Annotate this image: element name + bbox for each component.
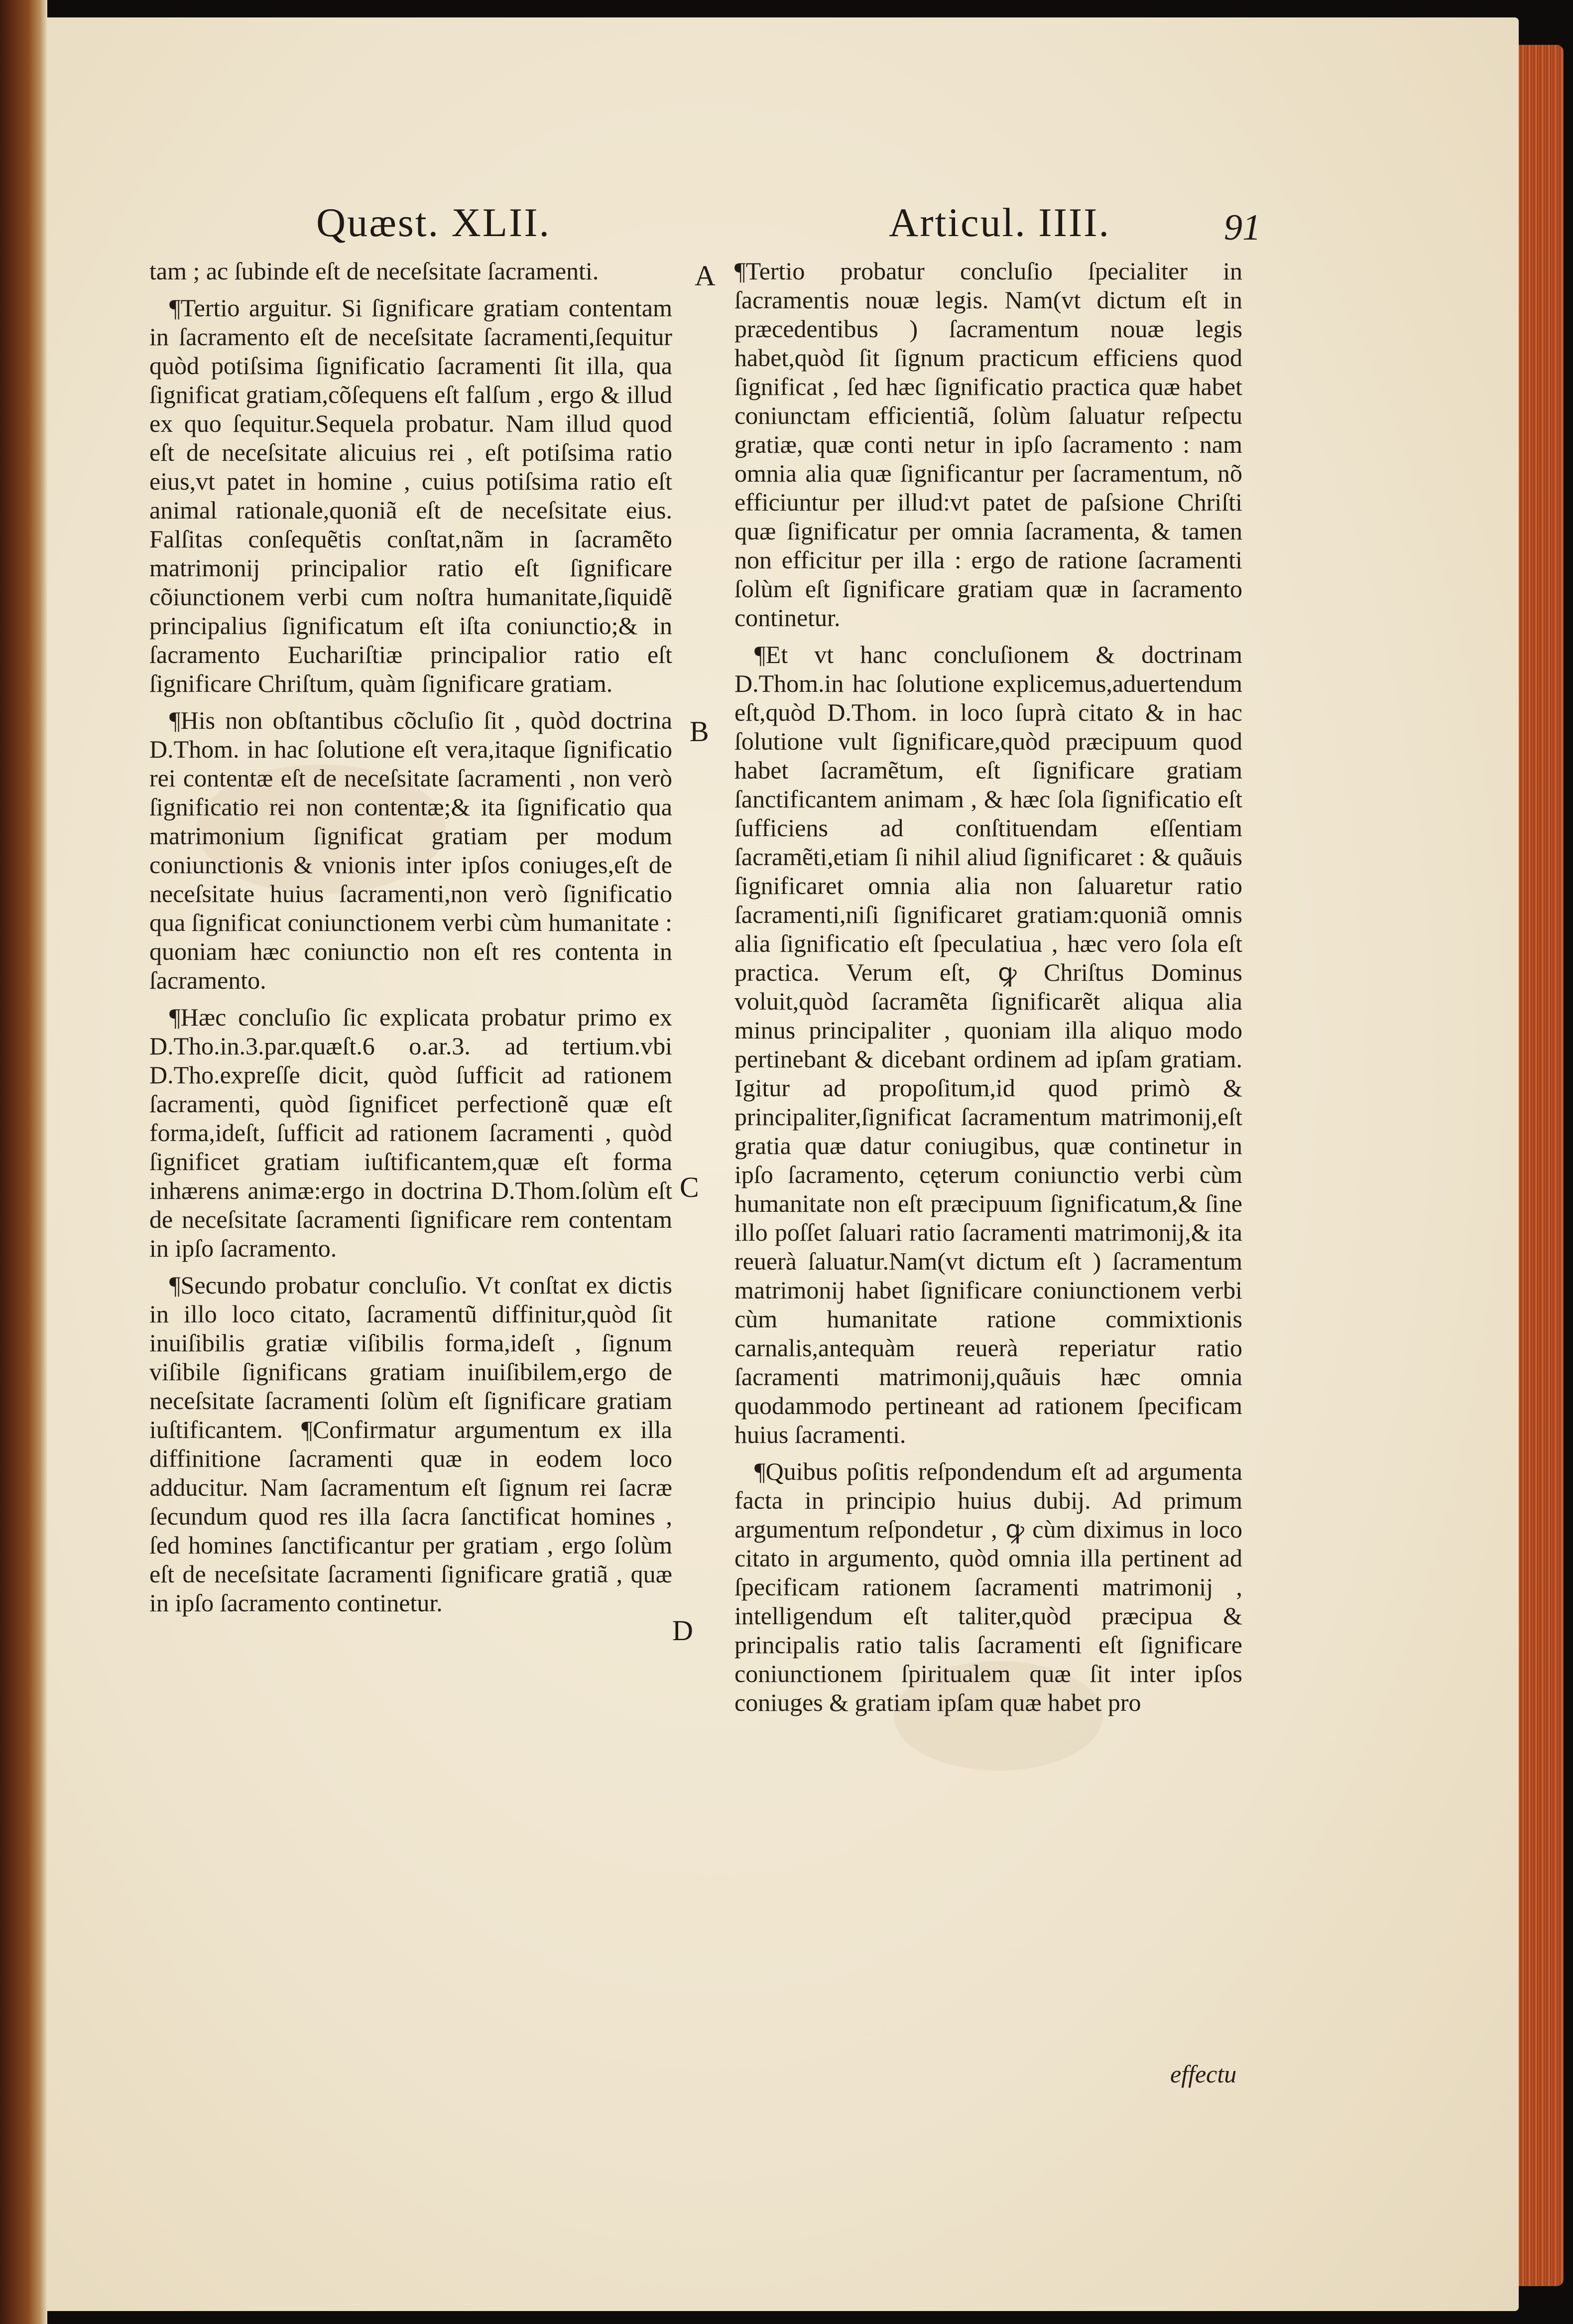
left-text-column: [149, 257, 672, 1625]
paragraph: ¶Hæc concluſio ſic explicata probatur primo ex D.Tho.in.3.par.quæſt.6 o.ar.3. ad tertium.vbi D.Tho.expreſſe dicit, quòd ſufficit ad rationem ſacramenti, quòd ſignificet perfectionẽ quæ eſt forma,ideſt, ſufficit ad rationem ſacramenti , quòd ſignificet gratiam iuſtificantem,quæ eſt forma inhærens animæ:ergo in doctrina D.Thom.ſolùm eſt de neceſsitate ſacramenti ſignificare rem contentam in ipſo ſacramento.: [149, 1003, 672, 1262]
paragraph: tam ; ac ſubinde eſt de neceſsitate ſacramenti.: [149, 257, 599, 285]
right-text-column: [734, 257, 1242, 1725]
running-head-question: Quæst. XLII.: [316, 200, 551, 245]
page-edges: [1519, 45, 1564, 2286]
running-head-article: Articul. IIII.: [889, 200, 1110, 245]
paragraph: ¶His non obſtantibus cõcluſio ſit , quòd doctrina D.Thom. in hac ſolutione eſt vera,itaque ſignificatio rei contentæ eſt de neceſsitate ſacramenti , non verò ſignificatio rei non contentæ;& ita ſignificatio qua matrimonium ſignificat gratiam per modum coniunctionis & vnionis inter ipſos coniuges,eſt de neceſsitate huius ſacramenti,non verò ſignificatio qua ſignificat coniunctionem verbi cùm humanitate : quoniam hæc coniunctio non eſt res contenta in ſacramento.: [149, 706, 672, 994]
paragraph: ¶Quibus poſitis reſpondendum eſt ad argumenta facta in principio huius dubij. Ad primum argumentum reſpondetur , ꝙ cùm diximus in loco citato in argumento, quòd omnia illa pertinent ad ſpecificam rationem ſacramenti matrimonij , intelligendum eſt taliter,quòd præcipua & principalis ratio talis ſacramenti eſt ſignificare coniunctionem ſpiritualem quæ ſit inter ipſos coniuges & gratiam ipſam quæ habet pro: [734, 1457, 1242, 1716]
paragraph: ¶Tertio arguitur. Si ſignificare gratiam contentam in ſacramento eſt de neceſsitate ſacramenti,ſequitur quòd potiſsima ſignificatio ſacramenti ſit illa, qua ſignificat gratiam,cõſequens eſt falſum , ergo & illud ex quo ſequitur.Sequela probatur. Nam illud quod eſt de neceſsitate alicuius rei , eſt potiſsima ratio eius,vt patet in homine , cuius potiſsima ratio eſt animal rationale,quoniã eſt de neceſsitate eius. Falſitas conſequẽtis conſtat,nãm in ſacramẽto matrimonij principalior ratio eſt ſignificare cõiunctionem verbi cum noſtra humanitate,ſiquidẽ principalius ſignificatum eſt iſta coniunctio;& in ſacramento Euchariſtiæ principalior ratio eſt ſignificare Chriſtum, quàm ſignificare gratiam.: [149, 294, 672, 697]
catchword: effectu: [1170, 2060, 1237, 2088]
paragraph: ¶Et vt hanc concluſionem & doctrinam D.Thom.in hac ſolutione explicemus,aduertendum eſt,quòd D.Thom. in loco ſuprà citato & in hac ſolutione vult ſignificare,quòd præcipuum quod habet ſacramẽtum, eſt ſignificare gratiam ſanctificantem animam , & hæc ſola ſignificatio eſt ſufficiens ad conſtituendam eſſentiam ſacramẽti,etiam ſi nihil aliud ſignificaret : & quãuis ſignificaret omnia alia non ſaluaretur ratio ſacramenti,niſi ſignificaret gratiam:quoniã omnis alia ſignificatio eſt ſpeculatiua , hæc vero ſola eſt practica. Verum eſt, ꝙ Chriſtus Dominus voluit,quòd ſacramẽta ſignificarẽt aliqua alia minus principaliter , quoniam illa aliquo modo pertinebant & dicebant ordinem ad ipſam gratiam. Igitur ad propoſitum,id quod primò & principaliter,ſignificat ſacramentum matrimonij,eſt gratia quæ datur coniugibus, quæ continetur in ipſo ſacramento, cęterum coniunctio verbi cùm humanitate non eſt præcipuum ſignificatum,& ſine illo poſſet ſaluari ratio ſacramenti matrimonij,& ita reuerà ſaluatur.Nam(vt dictum eſt ) ſacramentum matrimonij habet ſignificare coniunctionem verbi cùm humanitate ratione commixtionis carnalis,antequàm reuerà reperiatur ratio ſacramenti matrimonij,quãuis hæc omnia quodammodo pertineant ad rationem ſpecificam huius ſacramenti.: [734, 641, 1242, 1448]
paragraph: ¶Tertio probatur concluſio ſpecialiter in ſacramentis nouæ legis. Nam(vt dictum eſt in præcedentibus ) ſacramentum nouæ legis habet,quòd ſit ſignum practicum efficiens quod ſignificat , ſed hæc ſignificatio practica quæ habet coniunctam efficientiã, ſolùm ſaluatur reſpectu gratiæ, quæ conti netur in ipſo ſacramento : nam omnia alia quæ ſignificantur per ſacramentum, nõ efficiuntur per illud:vt patet de paſsione Chriſti quæ ſignificatur per omnia ſacramenta, & tamen non efficitur per illa : ergo de ratione ſacramenti ſolùm eſt ſignificare gratiam quæ in ſacramento continetur.: [734, 257, 1242, 632]
margin-letter-a: A: [695, 259, 716, 292]
margin-letter-c: C: [680, 1171, 699, 1203]
book-binding: [0, 0, 47, 2324]
folio-number: 91: [1224, 207, 1261, 248]
margin-letter-b: B: [690, 715, 709, 748]
margin-letter-d: D: [672, 1614, 693, 1647]
paragraph: ¶Secundo probatur concluſio. Vt conſtat ex dictis in illo loco citato, ſacramentũ diffinitur,quòd ſit inuiſibilis gratiæ viſibilis forma,ideſt , ſignum viſibile ſignificans gratiam inuiſibilem,ergo de neceſsitate ſacramenti ſolùm eſt ſignificare gratiam iuſtificantem. ¶Confirmatur argumentum ex illa diffinitione ſacramenti quæ in eodem loco adducitur. Nam ſacramentum eſt ſignum rei ſacræ ſecundum quod res illa ſacra ſanctificat homines , ſed homines ſanctificantur per gratiam , ergo ſolùm eſt de neceſsitate ſacramenti ſignificare gratiã , quæ in ipſo ſacramento continetur.: [149, 1271, 672, 1617]
